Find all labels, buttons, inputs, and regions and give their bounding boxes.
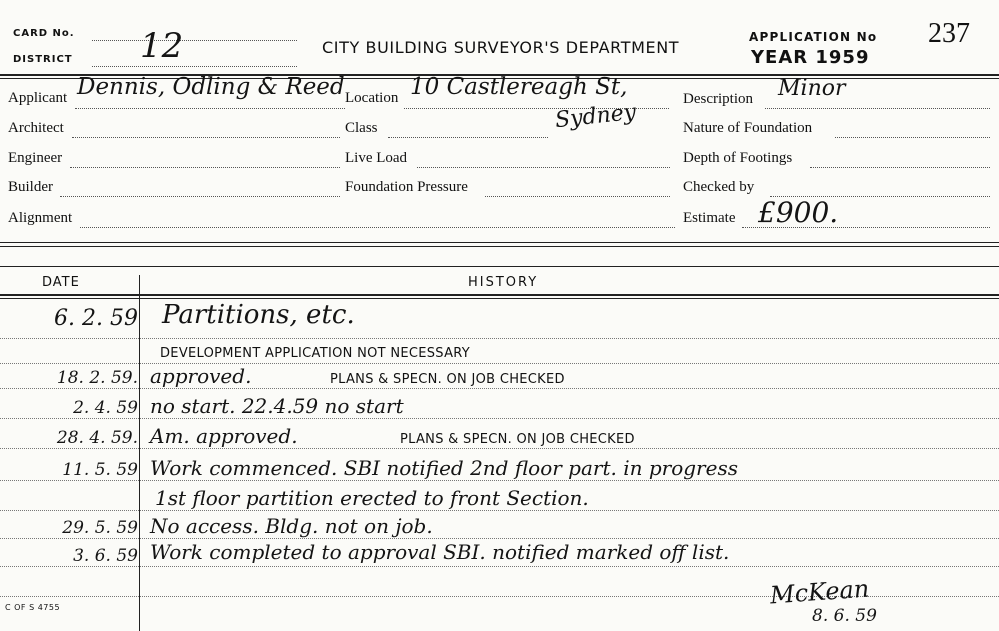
history-entry-9: Work completed to approval SBI. notified marked off list. (150, 540, 730, 564)
application-number: 237 (928, 18, 970, 49)
history-entry-6: Work commenced. SBI notified 2nd floor part. in progress (150, 456, 738, 480)
officer-signature: McKean (769, 574, 871, 610)
nature-of-foundation-label: Nature of Foundation (683, 120, 813, 136)
plans-checked-stamp-1: PLANS & SPECN. ON JOB CHECKED (330, 372, 565, 387)
applicant-label: Applicant (8, 90, 68, 106)
live-load-label: Live Load (345, 150, 408, 166)
year-label: YEAR 1959 (751, 47, 870, 68)
history-date-4: 2. 4. 59 (73, 398, 138, 418)
card-no-label: CARD No. (13, 28, 75, 39)
checked-by-label: Checked by (683, 179, 755, 195)
history-date-5: 28. 4. 59. (56, 428, 138, 448)
district-value: 12 (140, 26, 184, 66)
department-title: CITY BUILDING SURVEYOR'S DEPARTMENT (322, 38, 680, 57)
class-label: Class (345, 120, 378, 136)
history-date-8: 29. 5. 59 (62, 518, 138, 538)
alignment-label: Alignment (8, 210, 73, 226)
application-no-label: APPLICATION No (749, 30, 878, 44)
date-column-header: DATE (42, 275, 80, 290)
applicant-value: Dennis, Odling & Reed (77, 74, 345, 100)
location-label: Location (345, 90, 399, 106)
history-column-header: HISTORY (468, 275, 539, 290)
history-date-3: 18. 2. 59. (56, 368, 138, 388)
history-entry-8: No access. Bldg. not on job. (150, 514, 433, 538)
estimate-value: £900. (758, 196, 839, 229)
history-entry-3: approved. (150, 364, 252, 388)
depth-of-footings-label: Depth of Footings (683, 150, 793, 166)
estimate-label: Estimate (683, 210, 736, 226)
location-value-sydney: Sydney (553, 99, 638, 134)
description-label: Description (683, 91, 753, 107)
history-date-1: 6. 2. 59 (54, 306, 138, 331)
engineer-label: Engineer (8, 150, 63, 166)
history-entry-1: Partitions, etc. (162, 300, 355, 330)
location-value: 10 Castlereagh St, (410, 74, 628, 100)
builder-label: Builder (8, 179, 53, 195)
foundation-pressure-label: Foundation Pressure (345, 179, 468, 195)
district-label: DISTRICT (13, 54, 73, 65)
history-entry-7: 1st floor partition erected to front Section. (155, 486, 589, 510)
signature-date: 8. 6. 59 (812, 606, 877, 626)
development-application-stamp: DEVELOPMENT APPLICATION NOT NECESSARY (160, 346, 471, 361)
history-entry-4: no start. 22.4.59 no start (150, 394, 404, 418)
history-entry-5: Am. approved. (150, 424, 298, 448)
history-date-9: 3. 6. 59 (73, 546, 138, 566)
form-number: C OF S 4755 (5, 603, 61, 612)
description-value: Minor (778, 76, 846, 101)
architect-label: Architect (8, 120, 64, 136)
history-date-6: 11. 5. 59 (62, 460, 138, 480)
plans-checked-stamp-2: PLANS & SPECN. ON JOB CHECKED (400, 432, 635, 447)
